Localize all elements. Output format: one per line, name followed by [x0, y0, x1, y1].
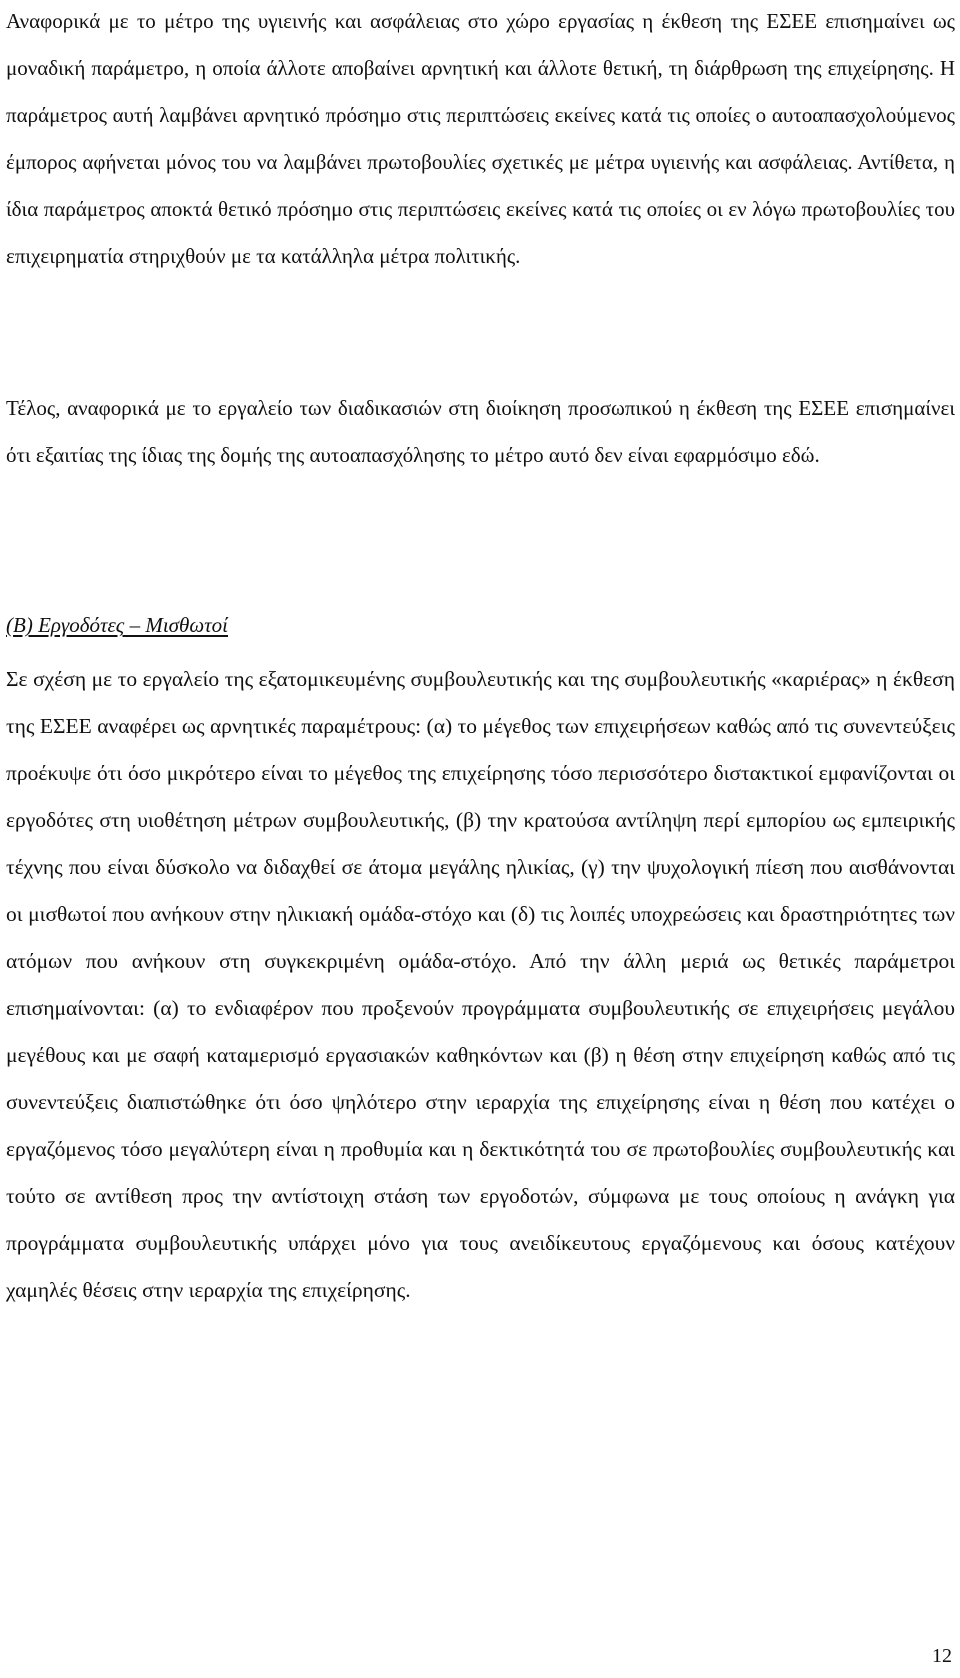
- paragraph-counseling: Σε σχέση με το εργαλείο της εξατομικευμένης συμβουλευτικής και της συμβουλευτικής «καριέρας» η έκθεση της ΕΣΕΕ αναφέρει ως αρνητικές παραμέτρους: (α) το μέγεθος των επιχειρήσεων καθώς από τις συνεντεύξεις προέκυψε ότι όσο μικρότερο είναι το μέγεθος της επιχείρησης τόσο περισσότερο διστακτικοί εμφανίζονται οι εργοδότες στη υιοθέτηση μέτρων συμβουλευτικής, (β) την κρατούσα αντίληψη περί εμπορίου ως εμπειρικής τέχνης που είναι δύσκολο να διδαχθεί σε άτομα μεγάλης ηλικίας, (γ) την ψυχολογική πίεση που αισθάνονται οι μισθωτοί που ανήκουν στην ηλικιακή ομάδα-στόχο και (δ) τις λοιπές υποχρεώσεις και δραστηριότητες των ατόμων που ανήκουν στη συγκεκριμένη ομάδα-στόχο. Από την άλλη μεριά ως θετικές παράμετροι επισημαίνονται: (α) το ενδιαφέρον που προξενούν προγράμματα συμβουλευτικής σε επιχειρήσεις μεγάλου μεγέθους και με σαφή καταμερισμό εργασιακών καθηκόντων και (β) η θέση στην επιχείρηση καθώς από τις συνεντεύξεις διαπιστώθηκε ότι όσο ψηλότερο στην ιεραρχία της επιχείρησης είναι η θέση που κατέχει ο εργαζόμενος τόσο μεγαλύτερη είναι η προθυμία και η δεκτικότητά του σε πρωτοβουλίες συμβουλευτικής και τούτο σε αντίθεση προς την αντίστοιχη στάση των εργοδοτών, σύμφωνα με τους οποίους η ανάγκη για προγράμματα συμβουλευτικής υπάρχει μόνο για τους ανειδίκευτους εργαζόμενους και όσους κατέχουν χαμηλές θέσεις στην ιεραρχία της επιχείρησης.: [6, 667, 955, 1302]
- page-number: 12: [932, 1645, 952, 1667]
- paragraph-hr-procedures: Τέλος, αναφορικά με το εργαλείο των διαδικασιών στη διοίκηση προσωπικού η έκθεση της ΕΣΕΕ επισημαίνει ότι εξαιτίας της ίδιας της δομής της αυτοαπασχόλησης το μέτρο αυτό δεν είναι εφαρμόσιμο εδώ.: [6, 396, 955, 467]
- section-heading: (Β) Εργοδότες – Μισθωτοί: [6, 613, 228, 637]
- paragraph-health-safety: Αναφορικά με το μέτρο της υγιεινής και ασφάλειας στο χώρο εργασίας η έκθεση της ΕΣΕΕ επισημαίνει ως μοναδική παράμετρο, η οποία άλλοτε αποβαίνει αρνητική και άλλοτε θετική, τη διάρθρωση της επιχείρησης. Η παράμετρος αυτή λαμβάνει αρνητικό πρόσημο στις περιπτώσεις εκείνες κατά τις οποίες ο αυτοαπασχολούμενος έμπορος αφήνεται μόνος του να λαμβάνει πρωτοβουλίες σχετικές με μέτρα υγιεινής και ασφάλειας. Αντίθετα, η ίδια παράμετρος αποκτά θετικό πρόσημο στις περιπτώσεις εκείνες κατά τις οποίες οι εν λόγω πρωτοβουλίες του επιχειρηματία στηριχθούν με τα κατάλληλα μέτρα πολιτικής.: [6, 9, 955, 268]
